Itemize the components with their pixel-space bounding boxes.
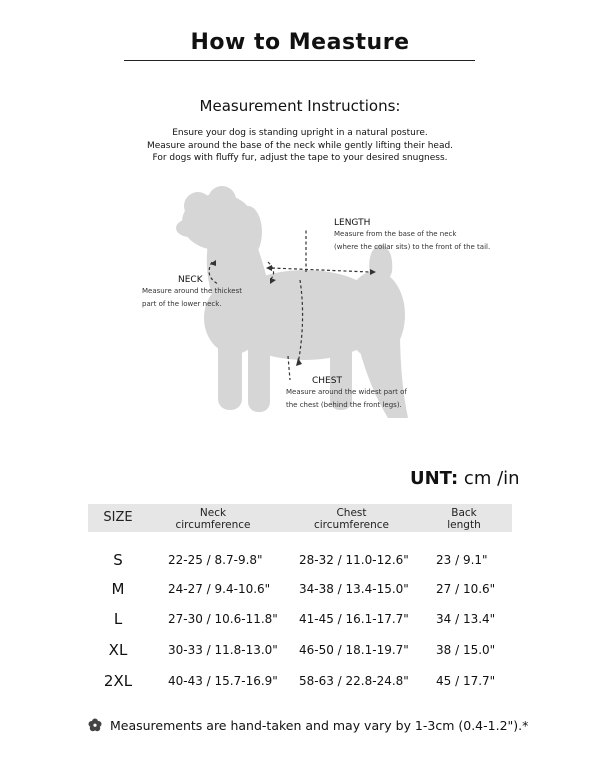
chest-cell: 58-63 / 22.8-24.8" bbox=[299, 674, 409, 688]
size-cell: XL bbox=[108, 641, 128, 659]
header-neck bbox=[148, 507, 278, 531]
chest-cell: 41-45 / 16.1-17.7" bbox=[299, 612, 409, 626]
back-cell: 38 / 15.0" bbox=[436, 643, 496, 657]
table-row bbox=[88, 607, 512, 631]
header-back bbox=[428, 507, 500, 531]
table-row bbox=[88, 638, 512, 662]
back-cell: 45 / 17.7" bbox=[436, 674, 496, 688]
header-neck-line: Neck bbox=[199, 507, 227, 519]
size-table-header bbox=[88, 504, 512, 532]
length-title: LENGTH bbox=[334, 218, 371, 228]
unit-indicator bbox=[410, 468, 520, 489]
neck-label bbox=[142, 275, 242, 311]
size-cell: M bbox=[111, 580, 125, 598]
title-underline bbox=[124, 60, 475, 61]
chest-desc-line: Measure around the widest part of bbox=[286, 388, 407, 396]
length-desc-line: Measure from the base of the neck bbox=[334, 230, 457, 238]
chest-cell: 46-50 / 18.1-19.7" bbox=[299, 643, 409, 657]
instruction-line: Ensure your dog is standing upright in a natural posture. bbox=[172, 128, 428, 138]
size-cell: S bbox=[113, 551, 123, 569]
chest-label bbox=[286, 376, 407, 412]
table-row bbox=[88, 548, 512, 572]
neck-desc-line: Measure around the thickest bbox=[142, 287, 243, 295]
page-title: How to Measture bbox=[190, 30, 410, 55]
instruction-line: Measure around the base of the neck while gently lifting their head. bbox=[146, 140, 454, 151]
header-chest bbox=[284, 507, 419, 531]
back-cell: 34 / 13.4" bbox=[436, 612, 496, 626]
chest-cell: 28-32 / 11.0-12.6" bbox=[299, 553, 409, 567]
size-cell: 2XL bbox=[103, 672, 133, 690]
back-cell: 27 / 10.6" bbox=[436, 582, 496, 596]
flower-icon bbox=[88, 718, 102, 732]
table-row bbox=[88, 577, 512, 601]
size-cell: L bbox=[113, 610, 123, 628]
chest-desc-line: the chest (behind the front legs). bbox=[286, 401, 402, 409]
header-chest-line: circumference bbox=[313, 519, 390, 531]
measurement-diagram bbox=[130, 180, 491, 430]
unit-label: UNT: bbox=[410, 468, 459, 489]
length-label bbox=[334, 218, 490, 254]
instruction-line: For dogs with fluffy fur, adjust the tape to your desired snugness. bbox=[152, 153, 448, 163]
footnote-text: Measurements are hand-taken and may vary by 1-3cm (0.4-1.2").* bbox=[109, 718, 529, 733]
header-neck-line: circumference bbox=[175, 519, 251, 531]
header-size: SIZE bbox=[103, 510, 133, 525]
header-back-line: length bbox=[447, 519, 481, 531]
header-back-line: Back bbox=[451, 507, 477, 519]
neck-cell: 24-27 / 9.4-10.6" bbox=[168, 582, 271, 596]
footnote bbox=[88, 718, 528, 733]
instructions-heading: Measurement Instructions: bbox=[199, 97, 401, 115]
neck-cell: 22-25 / 8.7-9.8" bbox=[168, 553, 263, 567]
table-row bbox=[88, 669, 512, 693]
back-cell: 23 / 9.1" bbox=[436, 553, 488, 567]
chest-cell: 34-38 / 13.4-15.0" bbox=[299, 582, 409, 596]
unit-value: cm /in bbox=[463, 468, 520, 489]
chest-title: CHEST bbox=[312, 376, 342, 386]
neck-cell: 40-43 / 15.7-16.9" bbox=[168, 674, 278, 688]
neck-title: NECK bbox=[178, 275, 203, 285]
neck-cell: 27-30 / 10.6-11.8" bbox=[168, 612, 278, 626]
header-chest-line: Chest bbox=[336, 507, 367, 519]
instructions-text bbox=[0, 127, 600, 165]
neck-cell: 30-33 / 11.8-13.0" bbox=[168, 643, 278, 657]
length-desc-line: (where the collar sits) to the front of the tail. bbox=[334, 243, 491, 251]
neck-desc-line: part of the lower neck. bbox=[142, 300, 222, 308]
